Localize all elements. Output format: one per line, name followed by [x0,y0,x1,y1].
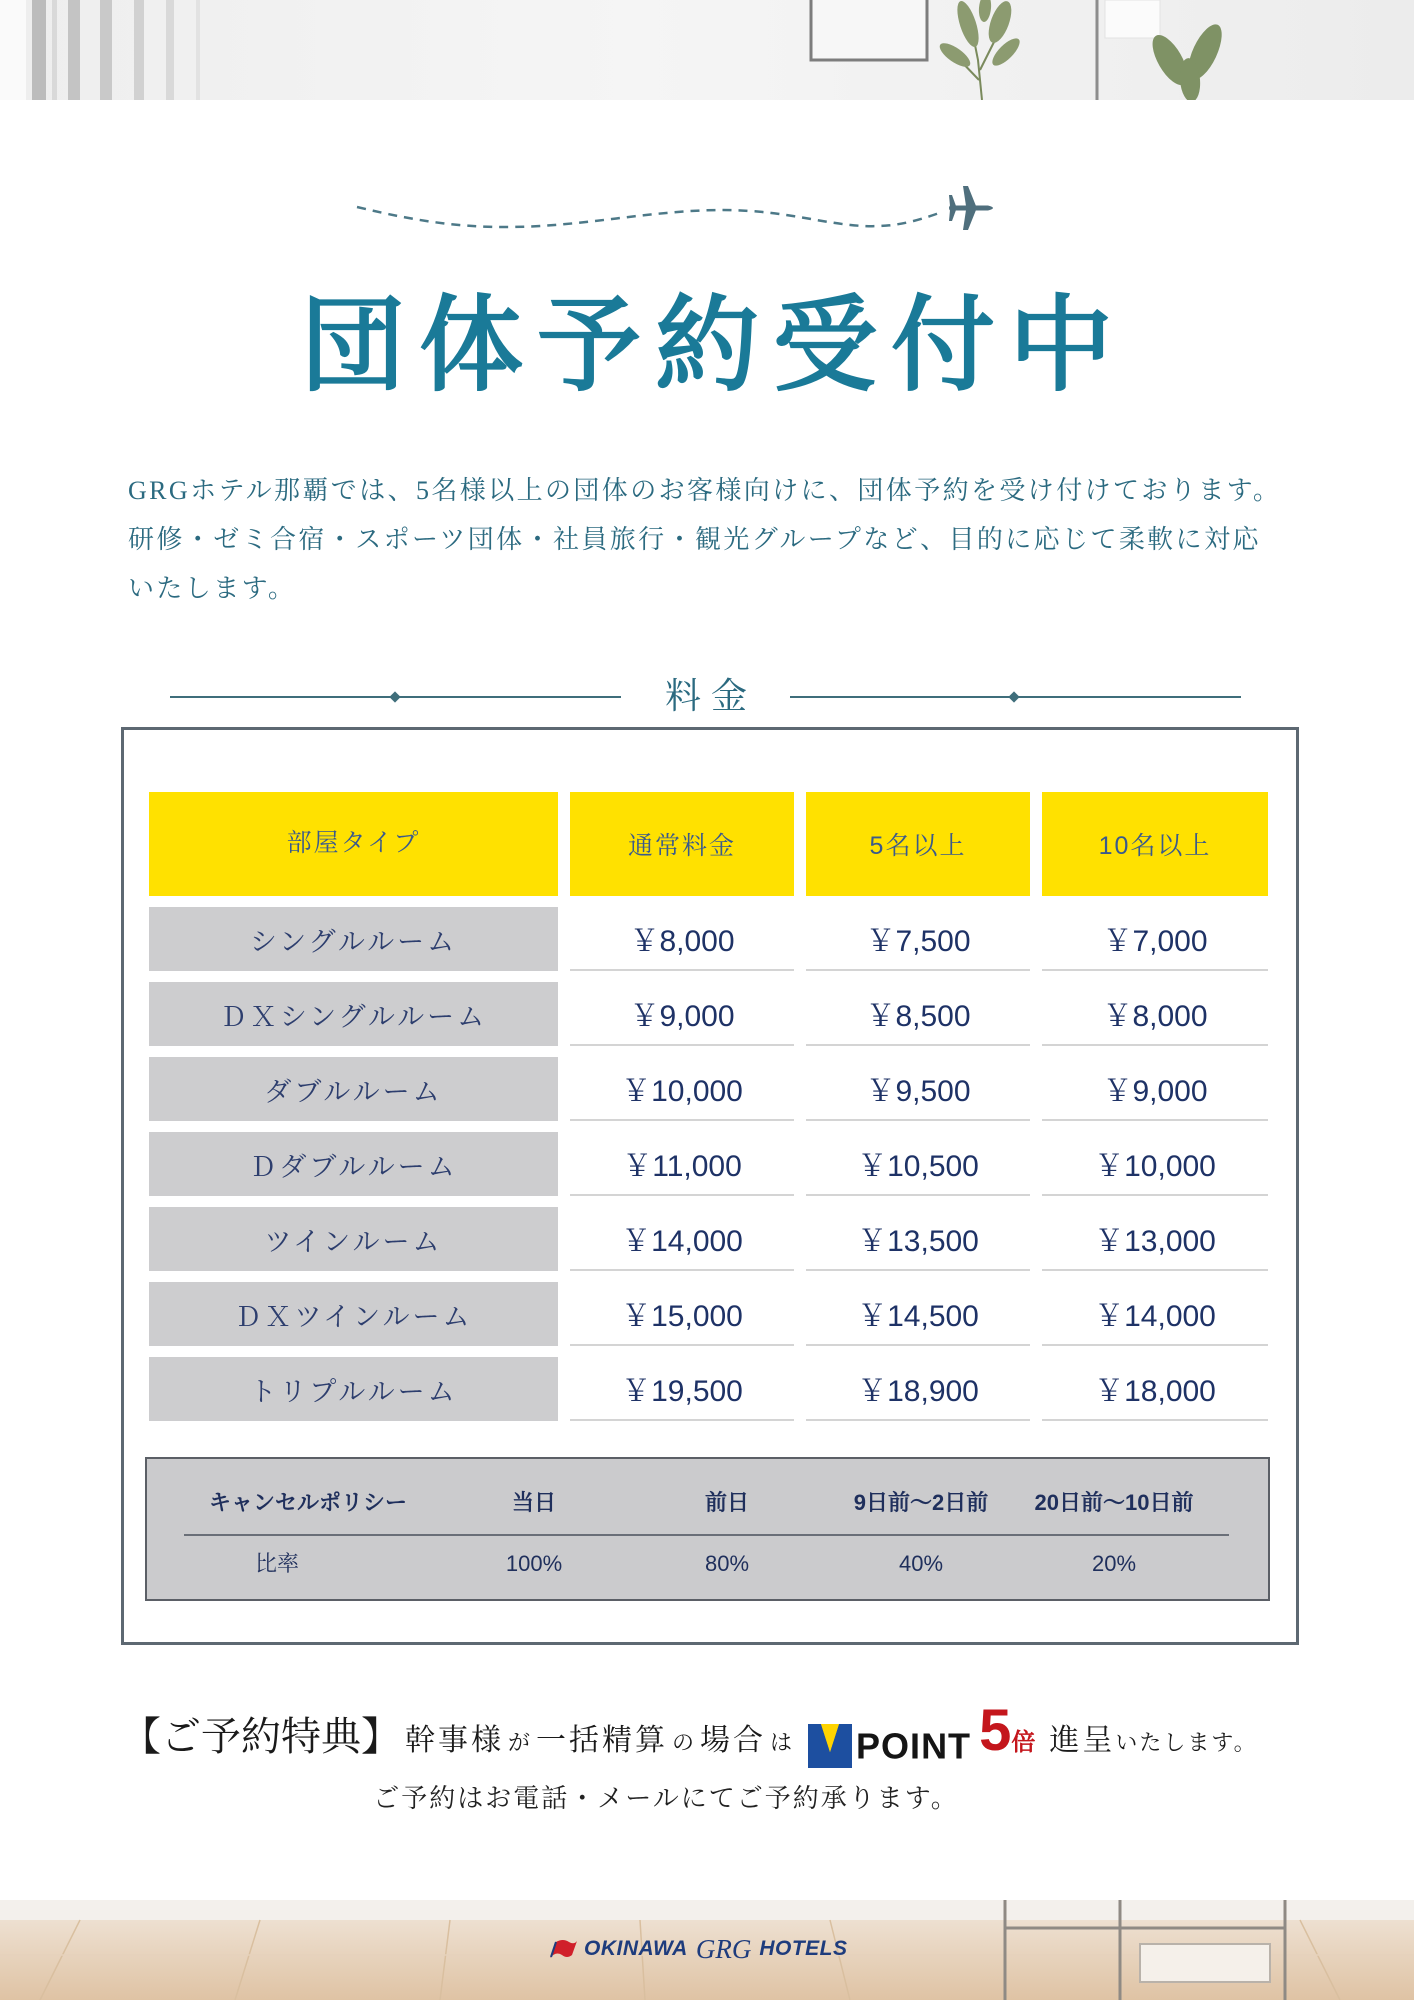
price-5-plus-cell: ￥8,500 [806,982,1030,1046]
logo-hotels-text: HOTELS [759,1937,848,1960]
price-5-plus-cell: ￥18,900 [806,1357,1030,1421]
grg-flag-icon [548,1938,578,1960]
contact-note: ご予約はお電話・メールにてご予約承ります。 [373,1784,959,1813]
header-photo-graphic [0,0,1414,100]
benefit-label: 【ご予約特典】 [121,1714,401,1759]
cancel-rate-same-day: 100% [505,1551,563,1576]
regular-price-cell: ￥14,000 [570,1207,794,1271]
benefit-text-segment: は [770,1730,795,1755]
price-10-plus-cell: ￥13,000 [1042,1207,1268,1271]
diamond-ornament [1008,691,1019,702]
price-5-plus-cell: ￥9,500 [806,1057,1030,1121]
v-point-logo [808,1709,971,1783]
column-header-10-plus: 10名以上 [1042,792,1268,896]
room-type-cell: ＤＸシングルルーム [149,982,558,1046]
price-table [149,792,1268,1421]
price-10-plus-cell: ￥8,000 [1042,982,1268,1046]
cancel-header-day-before: 前日 [704,1490,749,1515]
column-header-5-plus: 5名以上 [806,792,1030,896]
regular-price-cell: ￥19,500 [570,1357,794,1421]
benefit-text-segment: 一括精算 [536,1724,669,1757]
benefit-text-segment: の [672,1730,697,1755]
price-10-plus-cell: ￥14,000 [1042,1282,1268,1346]
cancel-header-9-to-2-days: 9日前～2日前 [853,1490,989,1515]
pricing-box [121,727,1299,1645]
point-multiplier: 5 [979,1698,1012,1763]
cancel-rate-label: 比率 [254,1551,299,1576]
diamond-ornament [389,691,400,702]
price-10-plus-cell: ￥9,000 [1042,1057,1268,1121]
price-5-plus-cell: ￥7,500 [806,907,1030,971]
dashed-flight-line [357,207,942,227]
logo-okinawa-text: OKINAWA [584,1937,688,1960]
v-point-logo-text: POINT [856,1725,972,1767]
regular-price-cell: ￥11,000 [570,1132,794,1196]
regular-price-cell: ￥15,000 [570,1282,794,1346]
v-point-logo-icon [808,1724,852,1768]
price-10-plus-cell: ￥18,000 [1042,1357,1268,1421]
cancel-header-same-day: 当日 [511,1490,556,1515]
regular-price-cell: ￥8,000 [570,907,794,971]
cancel-policy-header-row [147,1486,1268,1520]
price-10-plus-cell: ￥10,000 [1042,1132,1268,1196]
benefit-text-segment: いたします。 [1115,1730,1258,1755]
cancel-header-20-to-10-days: 20日前～10日前 [1034,1490,1194,1515]
page-title: 団体予約受付中 [300,289,1127,404]
header-interior-photo [0,0,1414,100]
intro-line: いたします。 [128,574,297,603]
pricing-heading-label: 料金 [665,676,758,716]
cancel-rate-day-before: 80% [704,1551,750,1576]
cancel-policy-box [145,1457,1270,1601]
column-header-regular-rate: 通常料金 [570,792,794,896]
airplane-icon [949,186,993,230]
room-type-cell: トリプルルーム [149,1357,558,1421]
pricing-heading [0,672,1414,722]
price-5-plus-cell: ￥13,500 [806,1207,1030,1271]
cancel-rate-9-to-2-days: 40% [898,1551,944,1576]
point-multiplier-unit: 倍 [1011,1730,1036,1756]
cancel-policy-divider [184,1534,1229,1536]
cancel-policy-label: キャンセルポリシー [208,1490,407,1515]
logo-grg-text: GRG [695,1933,752,1964]
okinawa-grg-hotels-logo [548,1934,848,1964]
cancel-rate-20-to-10-days: 20% [1091,1551,1137,1576]
benefit-text-segment: 幹事様 [405,1724,504,1757]
price-10-plus-cell: ￥7,000 [1042,907,1268,971]
cancel-policy-rate-row [147,1547,1268,1581]
benefit-text-segment: 進呈 [1049,1724,1116,1757]
price-5-plus-cell: ￥14,500 [806,1282,1030,1346]
benefit-text-segment: 場合 [700,1724,767,1757]
booking-benefit [121,1694,1321,1768]
intro-line: 研修・ゼミ合宿・スポーツ団体・社員旅行・観光グループなど、目的に応じて柔軟に対応 [128,525,1261,554]
regular-price-cell: ￥9,000 [570,982,794,1046]
benefit-text-segment: が [508,1730,533,1755]
room-type-cell: シングルルーム [149,907,558,971]
column-header-room-type: 部屋タイプ [149,792,558,896]
room-type-cell: ＤＸツインルーム [149,1282,558,1346]
room-type-cell: Ｄダブルルーム [149,1132,558,1196]
regular-price-cell: ￥10,000 [570,1057,794,1121]
room-type-cell: ツインルーム [149,1207,558,1271]
intro-paragraph [128,466,1378,613]
room-type-cell: ダブルルーム [149,1057,558,1121]
price-5-plus-cell: ￥10,500 [806,1132,1030,1196]
intro-line: GRGホテル那覇では、5名様以上の団体のお客様向けに、団体予約を受け付けております。 [128,476,1282,505]
